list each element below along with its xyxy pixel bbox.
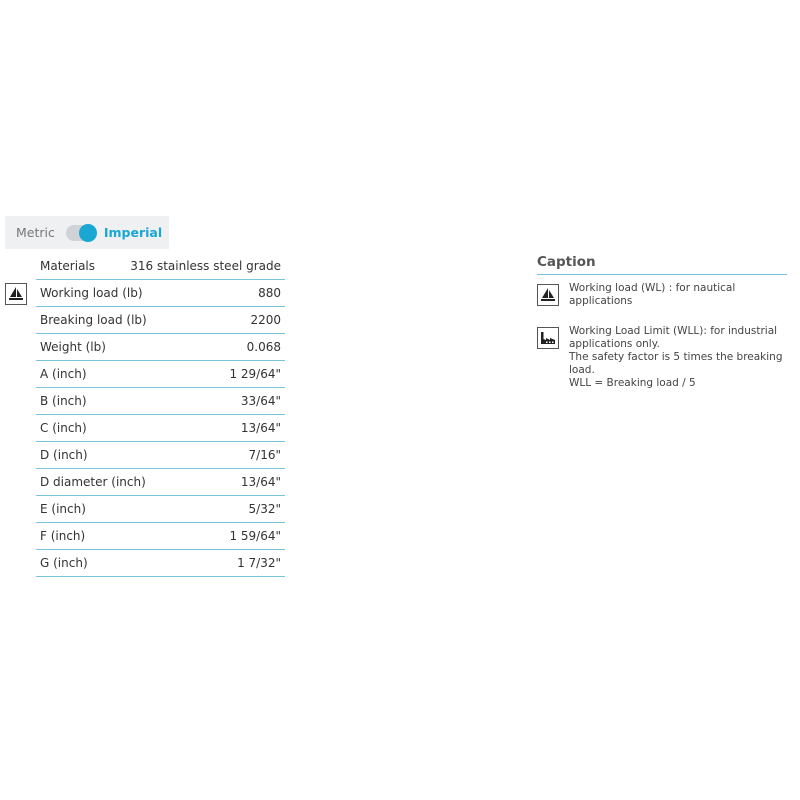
table-row bbox=[36, 550, 285, 577]
caption-wll-text: Working Load Limit (WLL): for industrial applications only. The safety factor is 5 times the breaking load. WLL = Breaking load / 5 bbox=[569, 325, 783, 389]
caption-item-wll bbox=[537, 325, 787, 390]
spec-value: 33/64" bbox=[240, 394, 281, 408]
spec-value: 880 bbox=[258, 286, 281, 300]
spec-label: Weight (lb) bbox=[40, 340, 106, 354]
caption-item-wl bbox=[537, 282, 787, 308]
unit-switch[interactable] bbox=[66, 225, 96, 241]
table-row bbox=[36, 415, 285, 442]
factory-icon bbox=[537, 327, 559, 349]
caption-divider bbox=[537, 274, 787, 275]
spec-value: 1 7/32" bbox=[237, 556, 281, 570]
caption-wl-text: Working load (WL) : for nautical applications bbox=[569, 282, 736, 307]
table-row bbox=[36, 388, 285, 415]
table-row bbox=[36, 469, 285, 496]
spec-label: F (inch) bbox=[40, 529, 86, 543]
table-row bbox=[36, 442, 285, 469]
spec-value: 0.068 bbox=[246, 340, 281, 354]
caption-title: Caption bbox=[537, 254, 596, 270]
spec-label: B (inch) bbox=[40, 394, 87, 408]
table-row bbox=[36, 253, 285, 280]
spec-label: Breaking load (lb) bbox=[40, 313, 147, 327]
spec-value: 1 29/64" bbox=[229, 367, 281, 381]
spec-value: 13/64" bbox=[240, 421, 281, 435]
spec-value: 316 stainless steel grade bbox=[130, 259, 281, 273]
sailboat-icon bbox=[5, 283, 27, 305]
imperial-label[interactable]: Imperial bbox=[103, 225, 163, 240]
spec-label: Working load (lb) bbox=[40, 286, 143, 300]
spec-label: G (inch) bbox=[40, 556, 88, 570]
spec-label: A (inch) bbox=[40, 367, 87, 381]
table-row bbox=[36, 361, 285, 388]
unit-toggle bbox=[5, 216, 169, 249]
spec-label: E (inch) bbox=[40, 502, 86, 516]
spec-label: D diameter (inch) bbox=[40, 475, 146, 489]
specs-table bbox=[36, 253, 285, 577]
metric-label[interactable]: Metric bbox=[16, 225, 55, 240]
table-row bbox=[36, 334, 285, 361]
spec-value: 13/64" bbox=[240, 475, 281, 489]
spec-label: C (inch) bbox=[40, 421, 87, 435]
spec-value: 1 59/64" bbox=[229, 529, 281, 543]
spec-label: D (inch) bbox=[40, 448, 88, 462]
table-row bbox=[36, 307, 285, 334]
sailboat-icon bbox=[537, 284, 559, 306]
spec-value: 5/32" bbox=[248, 502, 281, 516]
spec-value: 2200 bbox=[250, 313, 281, 327]
spec-value: 7/16" bbox=[248, 448, 281, 462]
table-row bbox=[36, 523, 285, 550]
table-row bbox=[36, 280, 285, 307]
spec-label: Materials bbox=[40, 259, 96, 273]
switch-knob bbox=[79, 224, 97, 242]
table-row bbox=[36, 496, 285, 523]
